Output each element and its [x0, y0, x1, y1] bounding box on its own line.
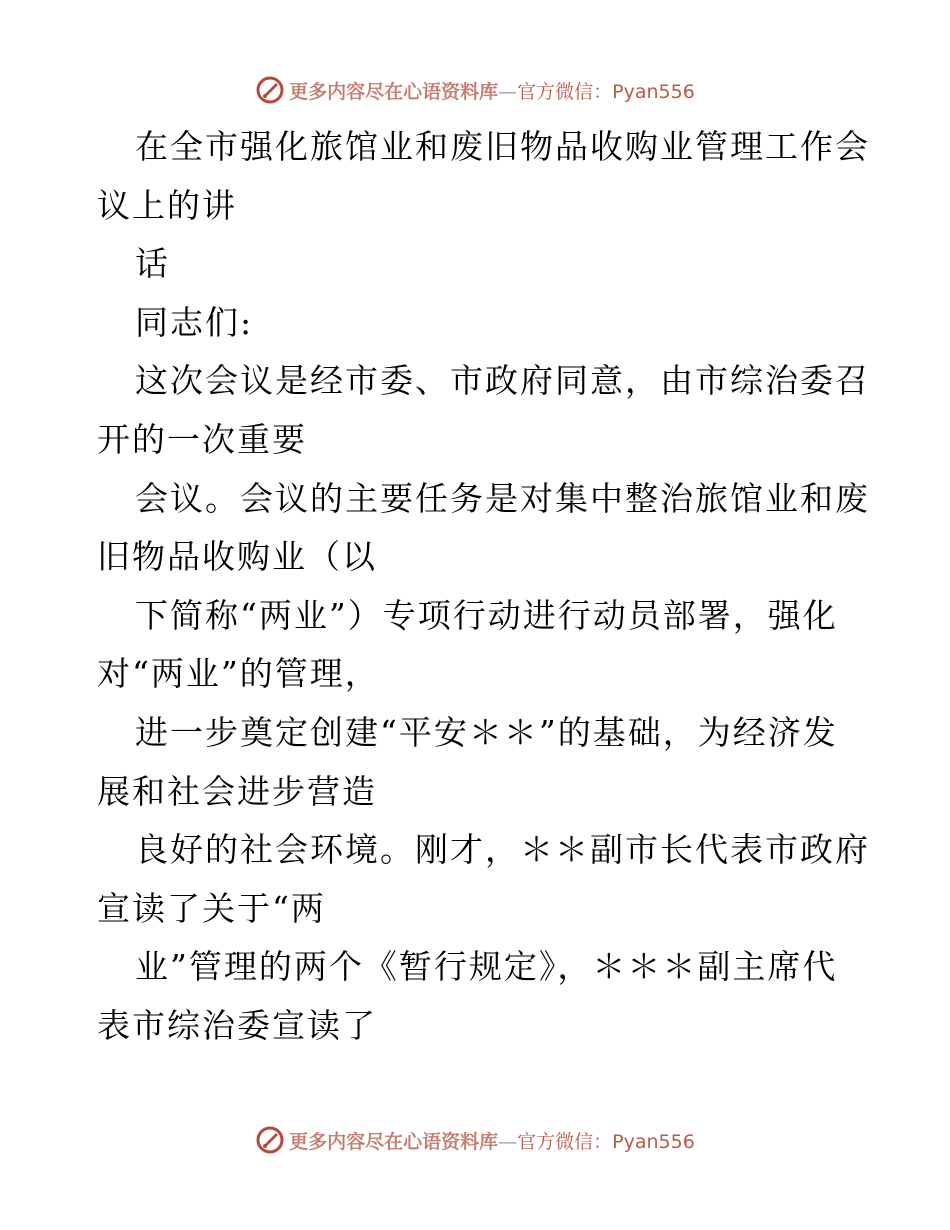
header-watermark [0, 70, 950, 110]
text-line: 宣读了关于“两 [97, 888, 326, 928]
watermark-separator: — [498, 80, 518, 103]
watermark-brand: 更多内容尽在心语资料库 [289, 1130, 499, 1153]
document-body [97, 118, 870, 1056]
watermark-contact: 官方微信：Pyan556 [517, 1130, 695, 1153]
quill-seal-icon [255, 75, 285, 105]
text-line: 开的一次重要 [97, 419, 307, 459]
quill-seal-icon [255, 1125, 285, 1155]
watermark-separator: — [498, 1130, 518, 1153]
text-line: 良好的社会环境。刚才，＊＊副市长代表市政府 [135, 830, 870, 870]
text-line: 旧物品收购业（以 [97, 537, 377, 577]
watermark-text [289, 77, 695, 104]
footer-watermark [0, 1120, 950, 1160]
text-line: 展和社会进步营造 [97, 771, 377, 811]
watermark-brand: 更多内容尽在心语资料库 [289, 80, 499, 103]
text-line: 对“两业”的管理， [97, 654, 380, 694]
watermark-contact: 官方微信：Pyan556 [517, 80, 695, 103]
text-line: 下简称“两业”）专项行动进行动员部署，强化 [135, 595, 838, 635]
text-line: 同志们: [135, 302, 254, 342]
text-line: 进一步奠定创建“平安＊＊”的基础，为经济发 [135, 712, 838, 752]
text-line: 议上的讲 [97, 185, 237, 225]
text-line: 话 [135, 244, 170, 284]
text-line: 会议。会议的主要任务是对集中整治旅馆业和废 [135, 478, 870, 518]
text-line: 业”管理的两个《暂行规定》，＊＊＊副主席代 [135, 947, 838, 987]
text-line: 在全市强化旅馆业和废旧物品收购业管理工作会 [135, 127, 870, 166]
watermark-text [289, 1127, 695, 1154]
text-line: 这次会议是经市委、市政府同意，由市综治委召 [135, 361, 870, 401]
text-line: 表市综治委宣读了 [97, 1005, 377, 1045]
